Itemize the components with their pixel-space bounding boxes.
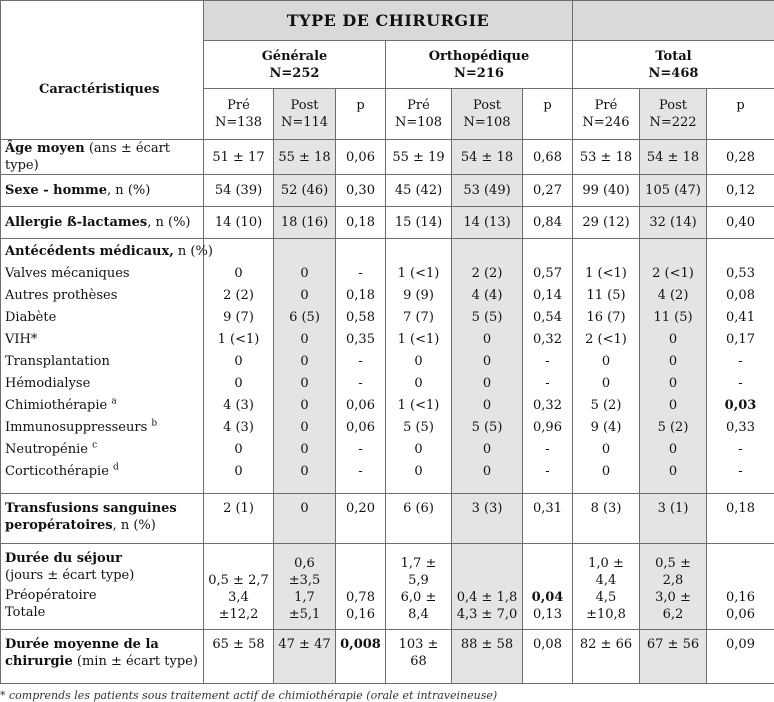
group-orthopedic-n: N=216 bbox=[390, 65, 568, 82]
table-cell: 0 bbox=[274, 494, 336, 544]
table-cell: 15 (14) bbox=[386, 207, 452, 239]
antecedent-item-label: VIH* bbox=[5, 329, 199, 351]
sejour-title: Durée du séjour bbox=[5, 550, 199, 567]
table-cell: 67 ± 56 bbox=[640, 630, 707, 684]
antecedents-title: Antécédents médicaux, bbox=[5, 244, 174, 259]
table-cell: 52 (46) bbox=[274, 175, 336, 207]
sejour-col bbox=[573, 544, 640, 630]
row-label-rest: (ans ± écart type) bbox=[5, 141, 170, 173]
subcol-label: Post bbox=[278, 97, 331, 114]
sejour-col bbox=[204, 544, 274, 630]
table-cell: 0,008 bbox=[336, 630, 386, 684]
row-label-bold: Âge moyen bbox=[5, 141, 85, 156]
row-label bbox=[1, 494, 204, 544]
table-cell: 0,08 bbox=[523, 630, 573, 684]
table-cell: 0 bbox=[577, 439, 635, 461]
table-cell: 6 (6) bbox=[386, 494, 452, 544]
footnote-marker: b bbox=[151, 419, 157, 429]
subcol-label: Pré bbox=[577, 97, 635, 114]
table-cell: 51 ± 17 bbox=[204, 140, 274, 175]
table-cell: - bbox=[340, 263, 381, 285]
subcol-label: p bbox=[340, 97, 381, 114]
table-cell: 0,41 bbox=[711, 307, 770, 329]
sejour-item-label: Préopératoire bbox=[5, 587, 199, 604]
table-cell: 4 (3) bbox=[208, 417, 269, 439]
table-cell: 0,4 ± 1,8 bbox=[456, 589, 518, 606]
table-cell: 0,30 bbox=[336, 175, 386, 207]
table-cell: 3 (1) bbox=[640, 494, 707, 544]
antecedent-item-label: Diabète bbox=[5, 307, 199, 329]
table-cell: 4 (3) bbox=[208, 395, 269, 417]
table-cell: 4,5 ±10,8 bbox=[577, 589, 635, 623]
table-cell: 0,32 bbox=[527, 329, 568, 351]
table-cell: 0 bbox=[208, 263, 269, 285]
group-total-n: N=468 bbox=[577, 65, 770, 82]
table-cell: 54 (39) bbox=[204, 175, 274, 207]
group-general bbox=[204, 41, 386, 89]
table-cell: 0 bbox=[456, 373, 518, 395]
table-cell: - bbox=[527, 373, 568, 395]
subcol-header bbox=[452, 89, 523, 140]
row-label-rest: , n (%) bbox=[113, 518, 156, 533]
table-cell: 5 (5) bbox=[456, 417, 518, 439]
sejour-subtitle: (jours ± écart type) bbox=[5, 567, 199, 584]
table-cell: 11 (5) bbox=[577, 285, 635, 307]
table-cell: 0,18 bbox=[336, 207, 386, 239]
group-orthopedic-name: Orthopédique bbox=[390, 48, 568, 65]
table-cell: - bbox=[527, 439, 568, 461]
table-cell: 1 (<1) bbox=[390, 329, 447, 351]
table-cell: 4,3 ± 7,0 bbox=[456, 606, 518, 623]
row-label bbox=[1, 140, 204, 175]
table-cell: 0 bbox=[644, 439, 702, 461]
subcol-header bbox=[707, 89, 774, 140]
table-cell: 0,12 bbox=[707, 175, 774, 207]
table-cell: 0 bbox=[577, 351, 635, 373]
table-cell: 0 bbox=[208, 439, 269, 461]
table-cell: 0,06 bbox=[711, 606, 770, 623]
table-cell: 0,08 bbox=[711, 285, 770, 307]
subcol-label: Pré bbox=[390, 97, 447, 114]
antecedents-col bbox=[386, 239, 452, 494]
sejour-col bbox=[523, 544, 573, 630]
table-cell: 45 (42) bbox=[386, 175, 452, 207]
table-cell: 0,06 bbox=[336, 140, 386, 175]
table-cell: 88 ± 58 bbox=[452, 630, 523, 684]
subcol-header bbox=[523, 89, 573, 140]
table-cell: 0 bbox=[390, 439, 447, 461]
table-cell: 0,84 bbox=[523, 207, 573, 239]
table-cell: 1 (<1) bbox=[390, 263, 447, 285]
table-cell: 0 bbox=[456, 351, 518, 373]
table-cell: 0,57 bbox=[527, 263, 568, 285]
row-label-rest: , n (%) bbox=[147, 215, 190, 230]
header-total-blank bbox=[573, 1, 774, 41]
table-cell: 0 bbox=[577, 373, 635, 395]
subcol-header bbox=[573, 89, 640, 140]
table-cell: 105 (47) bbox=[640, 175, 707, 207]
table-cell: 0 bbox=[278, 373, 331, 395]
table-cell: 0 bbox=[278, 417, 331, 439]
table-cell: - bbox=[340, 461, 381, 483]
row-label bbox=[1, 207, 204, 239]
group-total bbox=[573, 41, 774, 89]
subcol-header bbox=[336, 89, 386, 140]
antecedent-item-label: Corticothérapie bbox=[5, 464, 109, 479]
row-label-rest: (min ± écart type) bbox=[73, 654, 198, 669]
table-cell: 18 (16) bbox=[274, 207, 336, 239]
table-cell: 5 (2) bbox=[577, 395, 635, 417]
table-cell: 3,0 ± 6,2 bbox=[644, 589, 702, 623]
table-cell: 0 bbox=[208, 351, 269, 373]
antecedent-item-label: Autres prothèses bbox=[5, 285, 199, 307]
row-label-bold: chirurgie bbox=[5, 654, 73, 669]
table-cell: 0 bbox=[278, 329, 331, 351]
table-cell: 0 bbox=[278, 285, 331, 307]
table-cell: 55 ± 19 bbox=[386, 140, 452, 175]
antecedents-col bbox=[452, 239, 523, 494]
table-cell: 0 bbox=[644, 373, 702, 395]
table-footnote: * comprends les patients sous traitement actif de chimiothérapie (orale et intraveineuse) bbox=[0, 689, 497, 702]
table-cell: 0,03 bbox=[711, 395, 770, 417]
antecedents-col bbox=[336, 239, 386, 494]
table-cell: 0,6 ±3,5 bbox=[278, 555, 331, 589]
table-cell: 0 bbox=[278, 263, 331, 285]
table-cell: 0,31 bbox=[523, 494, 573, 544]
antecedent-item-label: Hémodialyse bbox=[5, 373, 199, 395]
table-cell: 0 bbox=[644, 395, 702, 417]
table-cell: 0 bbox=[456, 329, 518, 351]
subcol-n: N=108 bbox=[390, 114, 447, 131]
table-cell: 55 ± 18 bbox=[274, 140, 336, 175]
table-cell: 9 (7) bbox=[208, 307, 269, 329]
table-cell: 9 (4) bbox=[577, 417, 635, 439]
table-row bbox=[1, 630, 774, 684]
table-cell: 0,14 bbox=[527, 285, 568, 307]
table-cell: - bbox=[711, 373, 770, 395]
subcol-header bbox=[204, 89, 274, 140]
table-cell: 0,06 bbox=[340, 395, 381, 417]
table-cell: 0 bbox=[644, 461, 702, 483]
subcol-n: N=222 bbox=[644, 114, 702, 131]
table-cell: - bbox=[340, 351, 381, 373]
table-cell: 0 bbox=[208, 373, 269, 395]
sejour-row bbox=[1, 544, 774, 630]
table-cell: 0 bbox=[278, 351, 331, 373]
subcol-n: N=246 bbox=[577, 114, 635, 131]
table-cell: 0,16 bbox=[340, 606, 381, 623]
table-cell: 2 (1) bbox=[204, 494, 274, 544]
row-label bbox=[1, 630, 204, 684]
footnote-marker: c bbox=[92, 441, 97, 451]
row-label-bold: Transfusions sanguines bbox=[5, 500, 199, 517]
table-cell: 0 bbox=[278, 395, 331, 417]
table-cell: 11 (5) bbox=[644, 307, 702, 329]
table-cell: - bbox=[711, 351, 770, 373]
table-cell: 1 (<1) bbox=[577, 263, 635, 285]
row-label-bold: peropératoires bbox=[5, 518, 113, 533]
table-cell: 2 (2) bbox=[208, 285, 269, 307]
subcol-n: N=108 bbox=[456, 114, 518, 131]
antecedents-col bbox=[523, 239, 573, 494]
table-cell: 0,28 bbox=[707, 140, 774, 175]
table-cell: 0,5 ± 2,7 bbox=[208, 572, 269, 589]
table-cell: 0,16 bbox=[711, 589, 770, 606]
row-label-bold: Sexe - homme bbox=[5, 183, 107, 198]
table-cell: 0 bbox=[390, 373, 447, 395]
table-cell: 0 bbox=[390, 351, 447, 373]
table-cell: 0 bbox=[390, 461, 447, 483]
table-cell: 1 (<1) bbox=[390, 395, 447, 417]
row-label bbox=[1, 175, 204, 207]
subcol-label: Post bbox=[644, 97, 702, 114]
table-cell: 7 (7) bbox=[390, 307, 447, 329]
table-cell: 0,35 bbox=[340, 329, 381, 351]
antecedent-item-label: Transplantation bbox=[5, 351, 199, 373]
table-cell: - bbox=[527, 461, 568, 483]
subcol-header bbox=[274, 89, 336, 140]
header-row-type bbox=[1, 1, 774, 41]
table-cell: 0,20 bbox=[336, 494, 386, 544]
table-cell: 3,4 ±12,2 bbox=[208, 589, 269, 623]
subcol-n: N=114 bbox=[278, 114, 331, 131]
footnote-marker: a bbox=[111, 397, 116, 407]
row-label-bold: Allergie ß-lactames bbox=[5, 215, 147, 230]
antecedent-item-label: Valves mécaniques bbox=[5, 263, 199, 285]
table-cell: 0,68 bbox=[523, 140, 573, 175]
table-cell: 0 bbox=[644, 351, 702, 373]
sejour-col bbox=[274, 544, 336, 630]
sejour-col bbox=[386, 544, 452, 630]
table-cell: 1,7 ± 5,9 bbox=[390, 555, 447, 589]
table-cell: 0,58 bbox=[340, 307, 381, 329]
antecedents-col bbox=[573, 239, 640, 494]
sejour-label bbox=[1, 544, 204, 630]
table-cell: 82 ± 66 bbox=[573, 630, 640, 684]
table-cell: 0,18 bbox=[340, 285, 381, 307]
row-label-bold: Durée moyenne de la bbox=[5, 636, 199, 653]
table-row bbox=[1, 207, 774, 239]
table-cell: 16 (7) bbox=[577, 307, 635, 329]
table-cell: 53 (49) bbox=[452, 175, 523, 207]
subcol-header bbox=[640, 89, 707, 140]
sejour-col bbox=[640, 544, 707, 630]
group-general-name: Générale bbox=[208, 48, 381, 65]
table-cell: 0,78 bbox=[340, 589, 381, 606]
sejour-item-label: Totale bbox=[5, 604, 199, 621]
table-cell: 5 (2) bbox=[644, 417, 702, 439]
table-cell: 0,27 bbox=[523, 175, 573, 207]
table-cell: 4 (2) bbox=[644, 285, 702, 307]
table-cell: 0,5 ± 2,8 bbox=[644, 555, 702, 589]
table-cell: - bbox=[711, 461, 770, 483]
table-row bbox=[1, 494, 774, 544]
group-orthopedic bbox=[386, 41, 573, 89]
subcol-label: Pré bbox=[208, 97, 269, 114]
header-corner bbox=[1, 1, 204, 41]
table-cell: 0,06 bbox=[340, 417, 381, 439]
table-cell: 6,0 ± 8,4 bbox=[390, 589, 447, 623]
subcol-label: p bbox=[527, 97, 568, 114]
table-cell: 0 bbox=[456, 439, 518, 461]
table-cell: 65 ± 58 bbox=[204, 630, 274, 684]
table-cell: 99 (40) bbox=[573, 175, 640, 207]
table-cell: 0,40 bbox=[707, 207, 774, 239]
table-cell: 0,09 bbox=[707, 630, 774, 684]
group-general-n: N=252 bbox=[208, 65, 381, 82]
table-cell: 54 ± 18 bbox=[452, 140, 523, 175]
table-row bbox=[1, 175, 774, 207]
table-cell: 5 (5) bbox=[456, 307, 518, 329]
sejour-col bbox=[336, 544, 386, 630]
table-cell: 8 (3) bbox=[573, 494, 640, 544]
table-cell: 47 ± 47 bbox=[274, 630, 336, 684]
table-cell: 6 (5) bbox=[278, 307, 331, 329]
table-cell: 14 (10) bbox=[204, 207, 274, 239]
sejour-col bbox=[707, 544, 774, 630]
table-cell: 0,54 bbox=[527, 307, 568, 329]
antecedents-label bbox=[1, 239, 204, 494]
antecedents-col bbox=[640, 239, 707, 494]
table-cell: 0 bbox=[456, 395, 518, 417]
table-cell: 0,96 bbox=[527, 417, 568, 439]
group-total-name: Total bbox=[577, 48, 770, 65]
table-cell: 5 (5) bbox=[390, 417, 447, 439]
table-cell: 0 bbox=[208, 461, 269, 483]
table-cell: 14 (13) bbox=[452, 207, 523, 239]
subcol-n: N=138 bbox=[208, 114, 269, 131]
table-cell: 3 (3) bbox=[452, 494, 523, 544]
table-cell: 0 bbox=[577, 461, 635, 483]
surgery-type-title: TYPE DE CHIRURGIE bbox=[204, 1, 573, 41]
table-cell: 29 (12) bbox=[573, 207, 640, 239]
table-cell: 54 ± 18 bbox=[640, 140, 707, 175]
table-cell: 2 (<1) bbox=[577, 329, 635, 351]
table-cell: 0,18 bbox=[707, 494, 774, 544]
antecedents-col bbox=[707, 239, 774, 494]
subcol-label: Post bbox=[456, 97, 518, 114]
sejour-col bbox=[452, 544, 523, 630]
table-cell: 0 bbox=[278, 439, 331, 461]
table-cell: 0,53 bbox=[711, 263, 770, 285]
table-cell: 9 (9) bbox=[390, 285, 447, 307]
table-cell: - bbox=[340, 373, 381, 395]
footnote-marker: d bbox=[113, 463, 119, 473]
table-cell: 4 (4) bbox=[456, 285, 518, 307]
table-cell: 2 (<1) bbox=[644, 263, 702, 285]
antecedents-title-rest: n (%) bbox=[174, 244, 213, 259]
table-cell: 0,33 bbox=[711, 417, 770, 439]
table-cell: 0 bbox=[644, 329, 702, 351]
subcol-header bbox=[386, 89, 452, 140]
header-row-groups bbox=[1, 41, 774, 89]
table-cell: 0,13 bbox=[527, 606, 568, 623]
row-label-rest: , n (%) bbox=[107, 183, 150, 198]
antecedents-col bbox=[204, 239, 274, 494]
characteristics-label: Caractéristiques bbox=[1, 41, 204, 140]
table-cell: - bbox=[527, 351, 568, 373]
antecedent-item-label: Neutropénie bbox=[5, 442, 88, 457]
table-row bbox=[1, 140, 774, 175]
antecedent-item-label: Chimiothérapie bbox=[5, 398, 107, 413]
antecedents-row bbox=[1, 239, 774, 494]
table-cell: 32 (14) bbox=[640, 207, 707, 239]
table-cell: 1 (<1) bbox=[208, 329, 269, 351]
table-cell: 0,17 bbox=[711, 329, 770, 351]
table-cell: 2 (2) bbox=[456, 263, 518, 285]
table-cell: 0 bbox=[278, 461, 331, 483]
antecedent-item-label: Immunosuppresseurs bbox=[5, 420, 147, 435]
table-cell: 1,7 ±5,1 bbox=[278, 589, 331, 623]
table-cell: 0,32 bbox=[527, 395, 568, 417]
table-cell: 103 ± 68 bbox=[386, 630, 452, 684]
antecedents-col bbox=[274, 239, 336, 494]
table-cell: 0,04 bbox=[527, 589, 568, 606]
table-cell: 1,0 ± 4,4 bbox=[577, 555, 635, 589]
table-cell: 53 ± 18 bbox=[573, 140, 640, 175]
table-cell: - bbox=[711, 439, 770, 461]
table-cell: - bbox=[340, 439, 381, 461]
table-cell: 0 bbox=[456, 461, 518, 483]
subcol-label: p bbox=[711, 97, 770, 114]
